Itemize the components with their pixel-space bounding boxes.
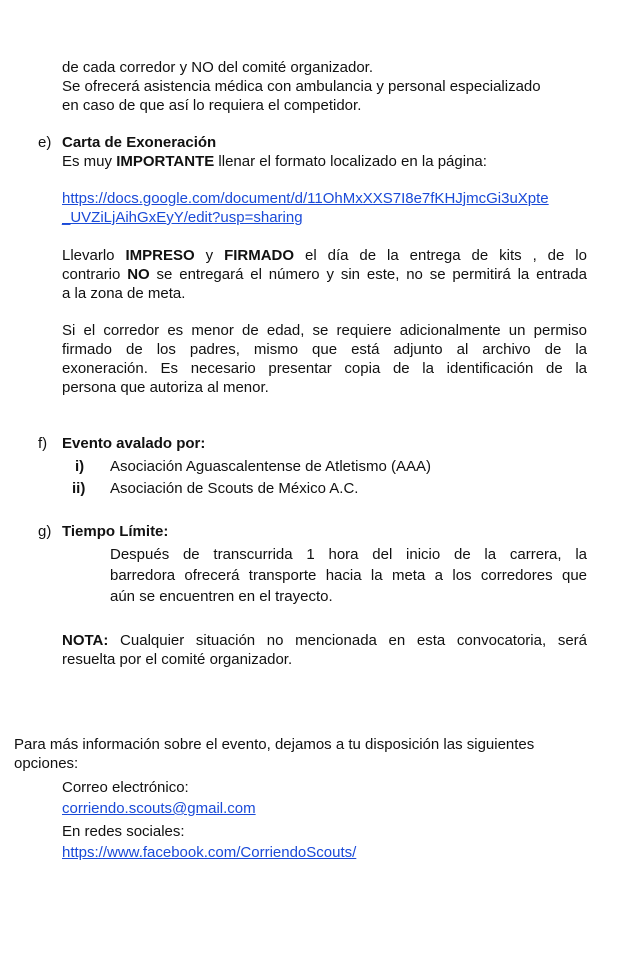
exoneration-form-link-line-2[interactable]: _UVZiLjAihGxEyY/edit?usp=sharing [62,209,303,226]
section-f-marker: f) [38,435,48,452]
section-e-paragraph-3-line-4: persona que autoriza al menor. [62,379,269,396]
intro-line-3: en caso de que así lo requiera el competidor. [62,97,362,114]
section-e-paragraph-2-line-2: contrario NO se entregará el número y sin este, no se permitirá la entrada [62,266,587,283]
section-g-line-3: aún se encuentren en el trayecto. [110,588,333,605]
intro-line-2: Se ofrecerá asistencia médica con ambulancia y personal especializado [62,78,541,95]
exoneration-form-link[interactable] [62,189,549,208]
email-label: Correo electrónico: [62,779,189,796]
section-e-title: Carta de Exoneración [62,134,217,151]
list-item-marker: i) [75,458,85,475]
exoneration-form-link-line-1[interactable]: https://docs.google.com/document/d/11OhMxXXS7I8e7fKHJjmcGi3uXpte [62,190,549,207]
nota-line-1: NOTA: Cualquier situación no mencionada en esta convocatoria, será [62,632,587,649]
section-g-line-1: Después de transcurrida 1 hora del inicio de la carrera, la [110,546,587,563]
list-item-marker: ii) [72,480,86,497]
contact-intro-line-2: opciones: [14,755,79,772]
email-link[interactable]: corriendo.scouts@gmail.com [62,800,256,817]
section-e-paragraph-1: Es muy IMPORTANTE llenar el formato localizado en la página: [62,153,487,170]
contact-intro-line-1: Para más información sobre el evento, dejamos a tu disposición las siguientes [14,736,535,753]
section-e-paragraph-3-line-3: exoneración. Es necesario presentar copia de la identificación de la [62,360,587,377]
email-link-wrap[interactable] [62,799,256,818]
list-item: Asociación de Scouts de México A.C. [110,480,359,497]
section-e-marker: e) [38,134,52,151]
facebook-link-wrap[interactable] [62,843,356,862]
social-label: En redes sociales: [62,823,185,840]
list-item: Asociación Aguascalentense de Atletismo (AAA) [110,458,432,475]
section-g-marker: g) [38,523,52,540]
nota-line-2: resuelta por el comité organizador. [62,651,293,668]
intro-line-1: de cada corredor y NO del comité organizador. [62,59,373,76]
section-f-title: Evento avalado por: [62,435,206,452]
section-g-line-2: barredora ofrecerá transporte hacia la meta a los corredores que [110,567,587,584]
section-e-paragraph-2-line-3: a la zona de meta. [62,285,186,302]
section-e-paragraph-2-line-1: Llevarlo IMPRESO y FIRMADO el día de la entrega de kits , de lo [62,247,587,264]
exoneration-form-link-cont[interactable] [62,208,303,227]
section-e-paragraph-3-line-1: Si el corredor es menor de edad, se requiere adicionalmente un permiso [62,322,587,339]
section-e-paragraph-3-line-2: firmado de los padres, mismo que está adjunto al archivo de la [62,341,587,358]
facebook-link[interactable]: https://www.facebook.com/CorriendoScouts/ [62,844,357,861]
section-g-title: Tiempo Límite: [62,523,169,540]
